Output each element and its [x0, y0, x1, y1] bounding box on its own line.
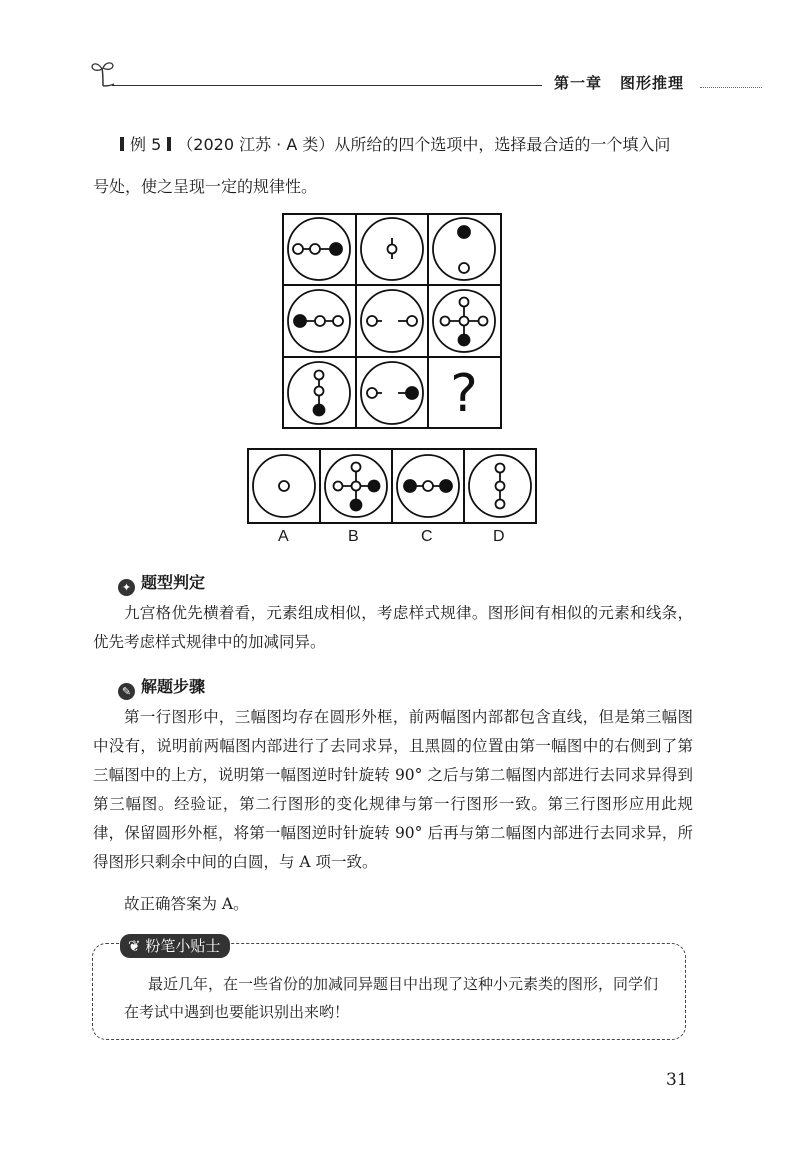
judge-heading — [118, 570, 205, 596]
tip-sprout-icon: ❦ — [128, 937, 141, 955]
page-number: 31 — [666, 1070, 688, 1090]
tip-line-2: 在考试中遇到也要能识别出来哟！ — [124, 1003, 350, 1021]
option-b-figure — [325, 455, 387, 517]
steps-heading — [118, 674, 205, 700]
section-label: 图形推理 — [620, 74, 685, 92]
question-line-1 — [120, 132, 670, 155]
puzzle-grid — [282, 213, 502, 429]
option-label-b: B — [348, 528, 359, 545]
cell-r2c1 — [288, 290, 350, 352]
tip-title: 粉笔小贴士 — [145, 937, 221, 955]
chapter-label: 第一章 — [554, 74, 603, 92]
question-text-2: 号处，使之呈现一定的规律性。 — [93, 177, 318, 196]
judge-text: 九宫格优先横着看，元素组成相似，考虑样式规律。图形间有相似的元素和线条，优先考虑样式规律中的加减同异。 — [93, 604, 693, 651]
sprout-icon — [90, 58, 116, 88]
header-rule — [112, 85, 542, 86]
question-label: 例 5 — [130, 135, 162, 154]
judge-icon: ✦ — [118, 579, 135, 596]
question-mark: ? — [450, 364, 478, 424]
cell-r3c1 — [288, 362, 350, 424]
cell-r2c2 — [361, 290, 423, 352]
cell-r1c2 — [361, 218, 423, 280]
option-label-a: A — [278, 528, 289, 545]
cell-r3c2 — [361, 362, 423, 424]
question-text-1: （2020 江苏 · A 类）从所给的四个选项中，选择最合适的一个填入问 — [177, 135, 671, 154]
option-a-figure — [253, 455, 315, 517]
option-c-figure — [397, 455, 459, 517]
option-d-figure — [469, 455, 531, 517]
answer-text: 故正确答案为 A。 — [124, 895, 249, 913]
options-strip — [247, 448, 537, 524]
tip-tag — [120, 934, 230, 958]
cell-r1c3 — [433, 218, 495, 280]
cell-r2c3 — [433, 290, 495, 352]
cell-r1c1 — [288, 218, 350, 280]
judge-title: 题型判定 — [141, 573, 206, 592]
option-label-d: D — [493, 528, 505, 545]
option-label-c: C — [421, 528, 433, 545]
header-dotted-rule — [700, 87, 762, 88]
steps-title: 解题步骤 — [141, 677, 206, 696]
running-header — [554, 72, 684, 93]
tip-line-1: 最近几年，在一些省份的加减同异题目中出现了这种小元素类的图形，同学们 — [148, 975, 659, 993]
steps-icon: ✎ — [118, 683, 135, 700]
steps-text: 第一行图形中，三幅图均存在圆形外框，前两幅图内部都包含直线，但是第三幅图中没有，说明前两幅图内部进行了去同求异，且黑圆的位置由第一幅图中的右侧到了第三幅图中的上方，说明第一幅图逆时针旋转 90° 之后与第二幅图内部进行去同求异得到第三幅图。经验证，第二行图形的变化规律与第一行图形一致。第三行图形应用此规律，保留圆形外框，将第一幅图逆时针旋转 90° 后再与第二幅图内部进行去同求异，所得图形只剩余中间的白圆，与 A 项一致。 — [93, 708, 693, 871]
